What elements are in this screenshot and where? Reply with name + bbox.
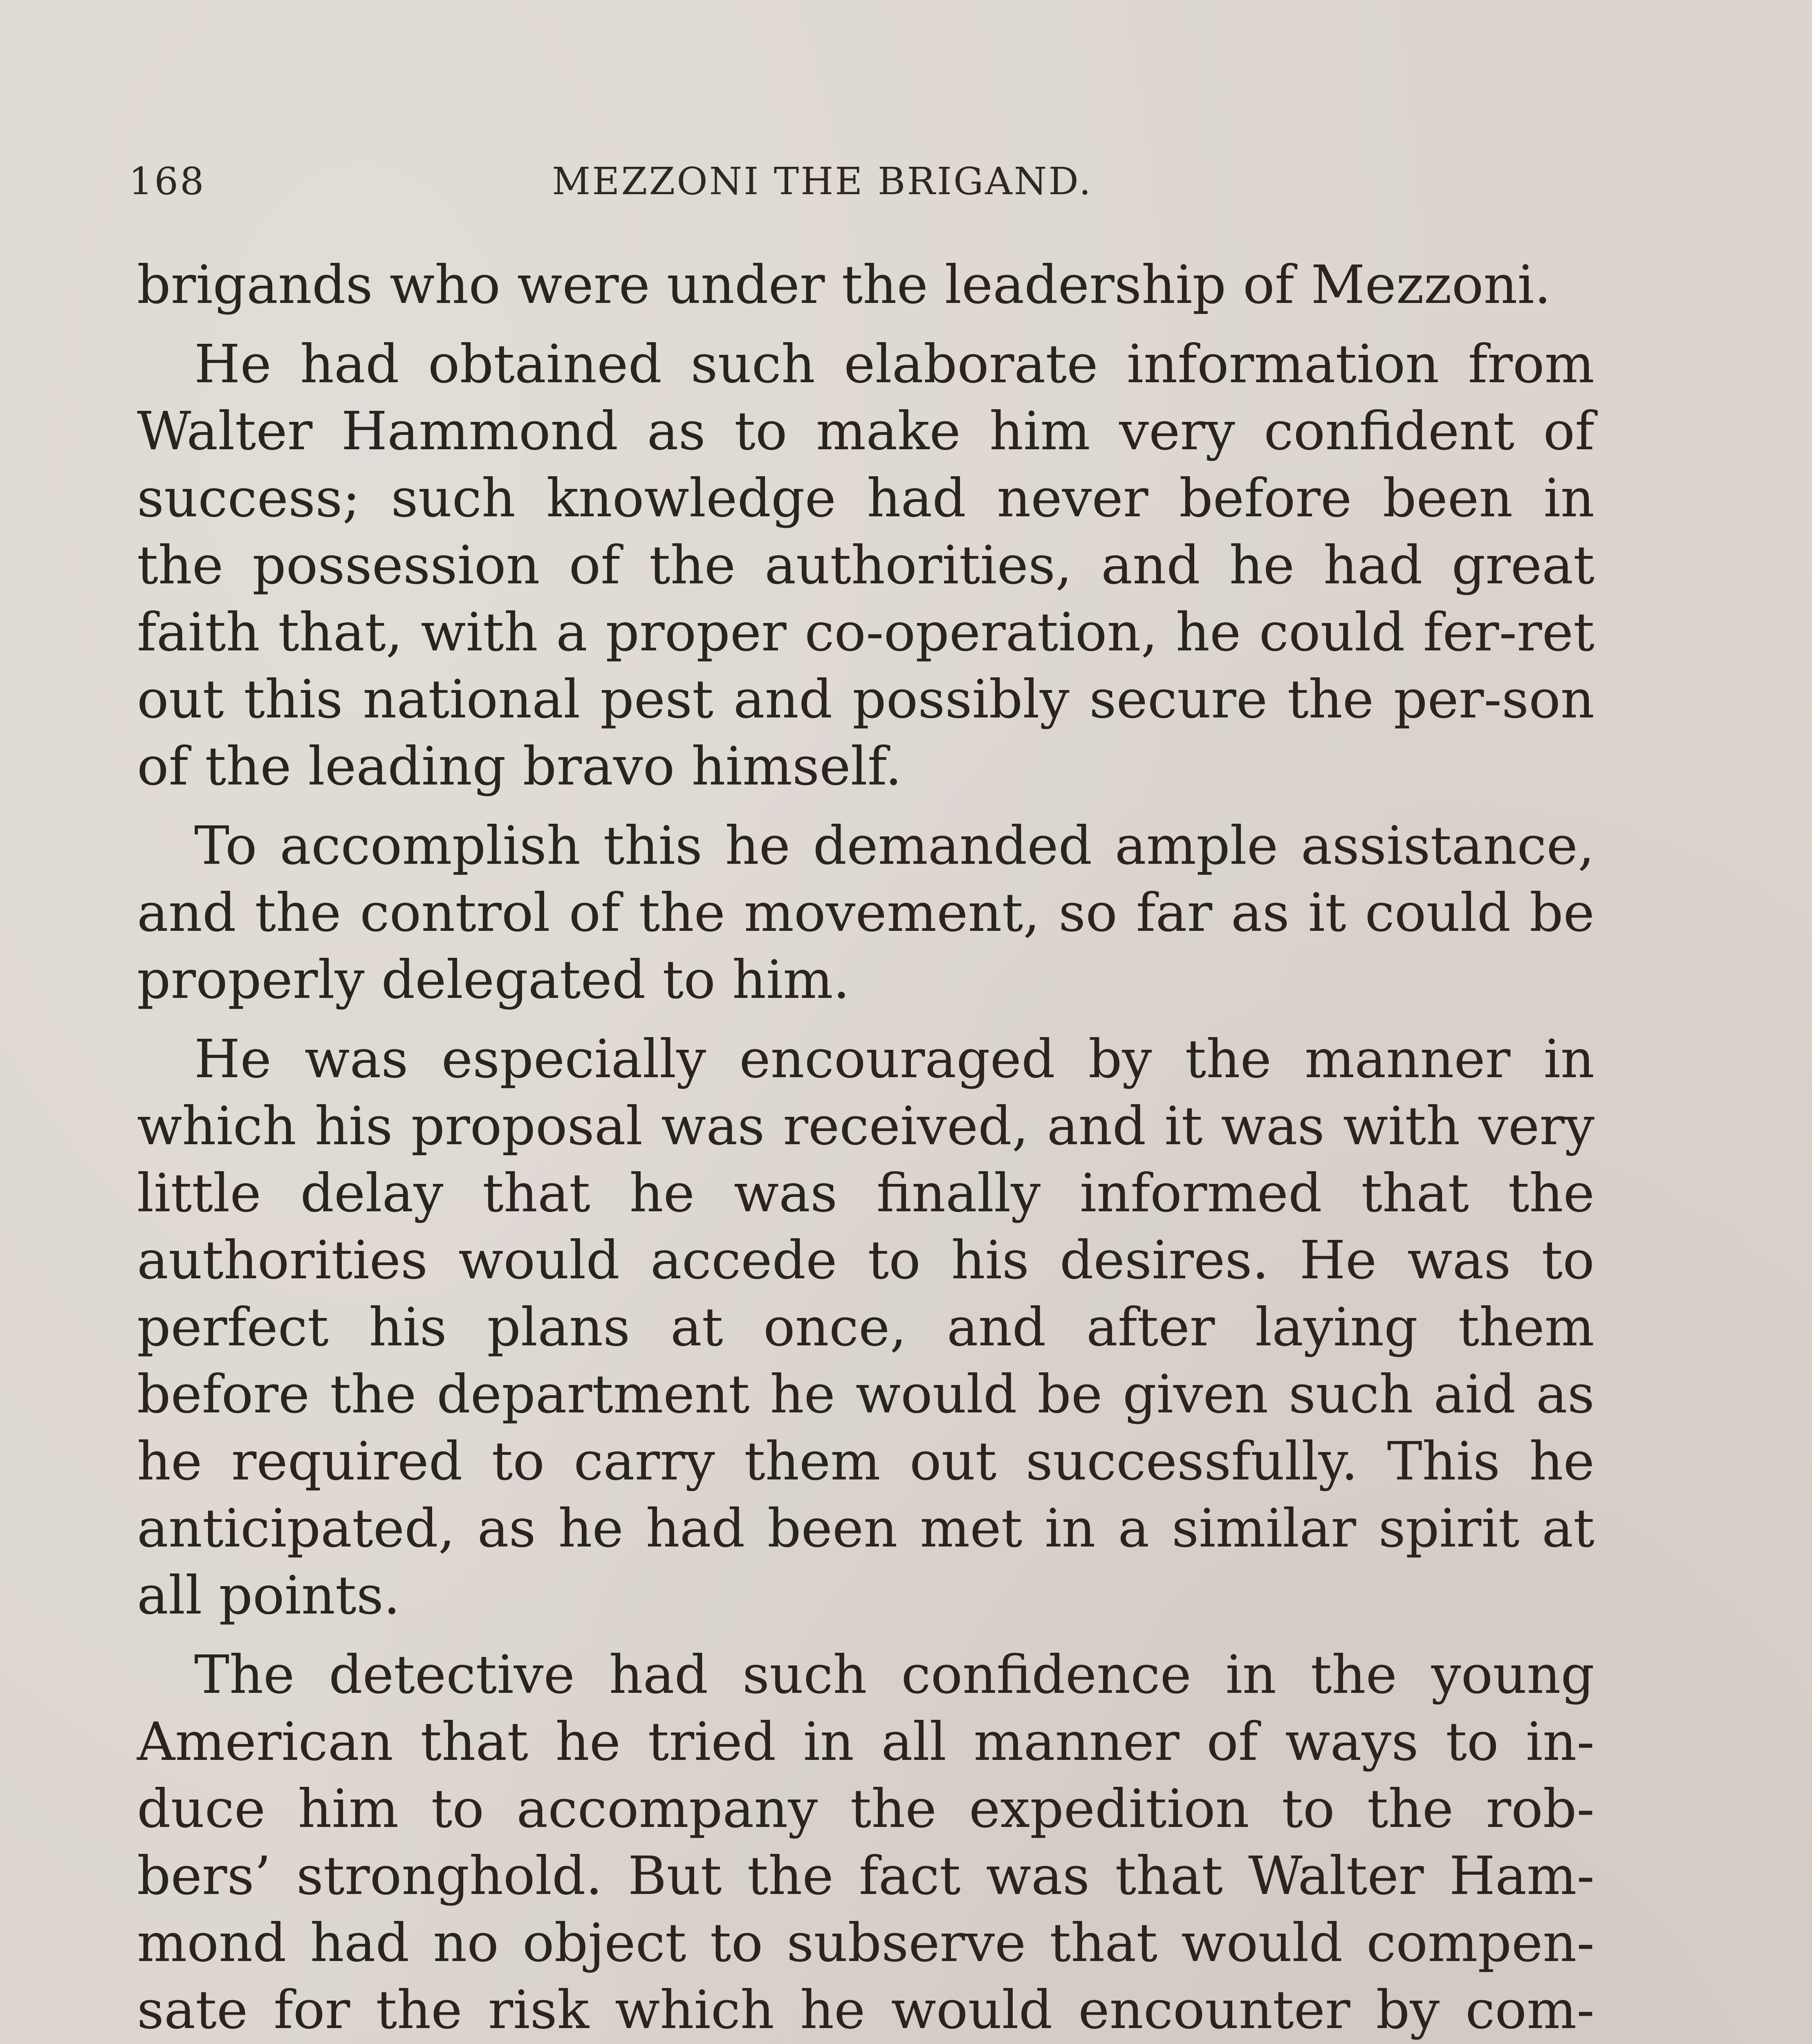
running-head [129, 151, 1601, 204]
paragraph: To accomplish this he demanded ample assistance, and the control of the movement, so far as it could be properly delegated to him. [137, 815, 1594, 1011]
paragraph: The detective had such confidence in the young American that he tried in all manner of ways to in-duce him to accompany the expedition to the rob-bers’ stronghold. But the fact was that Walter Ham-mond had no object to subserve that would compen-sate for the risk which he would encounter by com- [137, 1644, 1594, 2041]
body-text [137, 251, 1594, 2044]
paragraph-continued: brigands who were under the leadership of Mezzoni. [137, 254, 1551, 316]
page-number: 168 [129, 159, 206, 203]
running-title: MEZZONI THE BRIGAND. [552, 159, 1093, 203]
paragraph: He was especially encouraged by the manner in which his proposal was received, and it was with very little delay that he was finally informed that the authorities would accede to his desires. He was to perfect his plans at once, and after laying them before the department he would be given such aid as he required to carry them out successfully. This he anticipated, as he had been met in a similar spirit at all points. [137, 1029, 1594, 1626]
paragraph: He had obtained such elaborate information from Walter Hammond as to make him very confident of success; such knowledge had never before been in the possession of the authorities, and he had great faith that, with a proper co-operation, he could fer-ret out this national pest and possibly secure the per-son of the leading bravo himself. [137, 334, 1594, 797]
